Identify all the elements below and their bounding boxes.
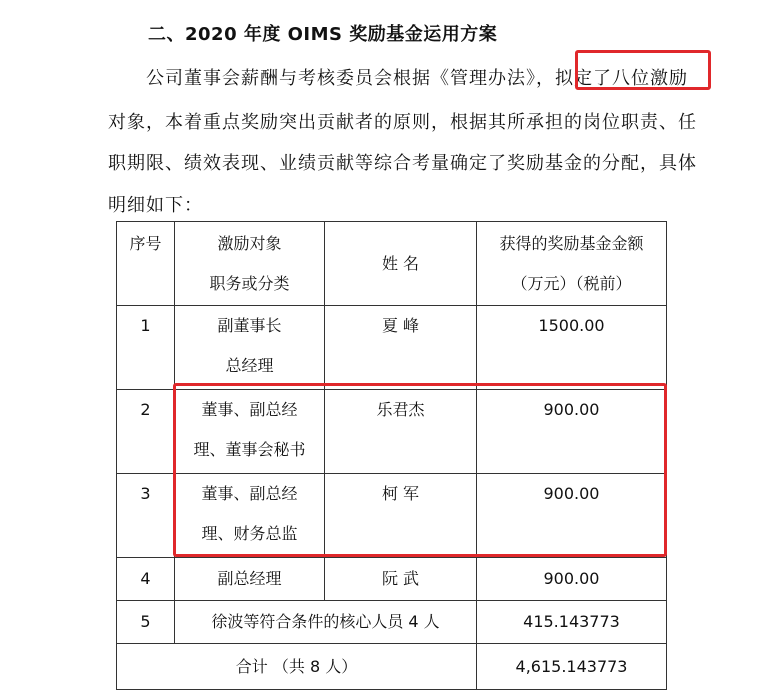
total-amount: 4,615.143773 — [477, 644, 667, 690]
highlight-box-rows — [173, 383, 667, 557]
table-row — [117, 558, 667, 601]
table-row — [117, 306, 667, 390]
cell-name: 乐君杰 — [325, 390, 477, 474]
cell-name: 阮 武 — [325, 558, 477, 601]
header-seq: 序号 — [117, 222, 175, 306]
table-total-row — [117, 644, 667, 690]
paragraph-line-2: 对象，本着重点奖励突出贡献者的原则，根据其所承担的岗位职责、任 — [108, 112, 697, 133]
table-header-row — [117, 222, 667, 306]
cell-role: 董事、副总经 理、董事会秘书 — [175, 390, 325, 474]
cell-amount: 900.00 — [477, 474, 667, 558]
table-row — [117, 601, 667, 644]
paragraph-line-4: 明细如下： — [108, 195, 203, 216]
header-amount: 获得的奖励基金金额 （万元）（税前） — [477, 222, 667, 306]
header-role: 激励对象 职务或分类 — [175, 222, 325, 306]
cell-seq: 5 — [117, 601, 175, 644]
paragraph-line-1: 公司董事会薪酬与考核委员会根据《管理办法》，拟定了八位激励 — [146, 68, 688, 89]
cell-seq: 3 — [117, 474, 175, 558]
cell-role: 董事、副总经 理、财务总监 — [175, 474, 325, 558]
cell-amount: 900.00 — [477, 558, 667, 601]
cell-seq: 1 — [117, 306, 175, 390]
cell-amount: 900.00 — [477, 390, 667, 474]
cell-seq: 4 — [117, 558, 175, 601]
paragraph-line-3: 职期限、绩效表现、业绩贡献等综合考量确定了奖励基金的分配，具体 — [108, 153, 697, 174]
cell-seq: 2 — [117, 390, 175, 474]
cell-role-merged: 徐波等符合条件的核心人员 4 人 — [175, 601, 477, 644]
cell-role: 副总经理 — [175, 558, 325, 601]
cell-name: 柯 军 — [325, 474, 477, 558]
cell-name: 夏 峰 — [325, 306, 477, 390]
cell-amount: 1500.00 — [477, 306, 667, 390]
header-name: 姓 名 — [325, 222, 477, 306]
cell-amount: 415.143773 — [477, 601, 667, 644]
total-label: 合计 （共 8 人） — [117, 644, 477, 690]
section-heading: 二、2020 年度 OIMS 奖励基金运用方案 — [148, 24, 498, 45]
cell-role: 副董事长 总经理 — [175, 306, 325, 390]
highlight-box-text — [575, 50, 711, 90]
